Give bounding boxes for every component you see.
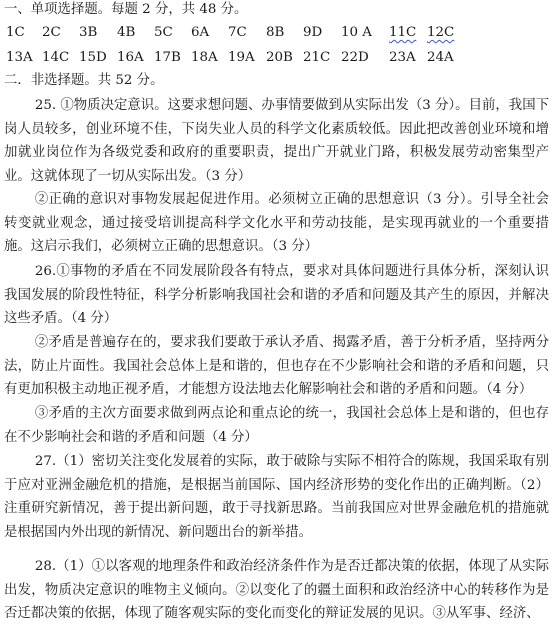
section2-heading: 二．非选择题。共 52 分。 bbox=[4, 73, 164, 88]
answer-17: 17B bbox=[154, 50, 181, 65]
q27-answer: 27.（1）密切关注变化发展着的实际，敢于破除与实际不相符合的陈规，我国采取有别于应对亚洲金融危机的措施，是根据当前国际、国内经济形势的变化作出的正确判断。（2）注重研究新情况，善于提出新问题，敢于寻找新思路。当前我国应对世界金融危机的措施就是根据国内外出现的新情况、新问题出台的新举措。 bbox=[4, 454, 549, 540]
q26-point1: 26.①事物的矛盾在不同发展阶段各有特点，要求对具体问题进行具体分析，深刻认识我国发展的阶段性特征，科学分析影响我国社会和谐的矛盾和问题及其产生的原因，并解决这些矛盾。（4 分） bbox=[4, 264, 549, 327]
answer-13: 13A bbox=[6, 50, 33, 65]
answer-18: 18A bbox=[191, 50, 218, 65]
answer-9: 9D bbox=[303, 25, 323, 40]
answer-10: 10 A bbox=[341, 25, 372, 40]
answer-row-2 bbox=[4, 48, 544, 68]
q26-point3: ③矛盾的主次方面要求做到两点论和重点论的统一，我国社会总体上是和谐的，但也存在不少影响社会和谐的矛盾和问题（4 分） bbox=[4, 406, 549, 445]
q25-point1: 25. ①物质决定意识。这要求想问题、办事情要做到从实际出发（3 分）。目前，我国下岗人员较多，创业环境不佳，下岗失业人员的科学文化素质较低。因此把改善创业环境和增加就业岗位作为各级党委和政府的重要职责，提出广开就业门路，积极发展劳动密集型产业。这就体现了一切从实际出发。（3 分） bbox=[4, 98, 549, 184]
answer-1: 1C bbox=[6, 25, 25, 40]
answer-7: 7C bbox=[228, 25, 247, 40]
answer-4: 4B bbox=[117, 25, 136, 40]
q28-answer: 28.（1）①以客观的地理条件和政治经济条件作为是否迁都决策的依据，体现了从实际出发，物质决定意识的唯物主义倾向。②以变化了的疆土面积和政治经济中心的转移作为是否迁都决策的依据，体现了随客观实际的变化而变化的辩证发展的见识。③从军事、经济、 bbox=[4, 559, 549, 622]
answer-24: 24A bbox=[427, 50, 454, 65]
answer-19: 19A bbox=[228, 50, 255, 65]
answer-23: 23A bbox=[389, 50, 416, 65]
answer-2: 2C bbox=[42, 25, 61, 40]
answer-14: 14C bbox=[42, 50, 70, 65]
q26-point2: ②矛盾是普遍存在的，要求我们要敢于承认矛盾、揭露矛盾，善于分析矛盾，坚持两分法，防止片面性。我国社会总体上是和谐的，但也存在不少影响社会和谐的矛盾和问题，只有更加积极主动地正视矛盾，才能想方设法地去化解影响社会和谐的矛盾和问题。（4 分） bbox=[4, 335, 549, 398]
answer-5: 5C bbox=[154, 25, 173, 40]
answer-11: 11C bbox=[389, 25, 417, 40]
answer-22: 22D bbox=[341, 50, 369, 65]
answer-8: 8B bbox=[266, 25, 285, 40]
answer-12: 12C bbox=[427, 25, 455, 40]
answer-3: 3B bbox=[79, 25, 98, 40]
section1-heading: 一、单项选择题。每题 2 分，共 48 分。 bbox=[4, 2, 248, 17]
answer-21: 21C bbox=[303, 50, 331, 65]
answer-row-1 bbox=[4, 23, 544, 43]
answer-16: 16A bbox=[117, 50, 144, 65]
q25-point2: ②正确的意识对事物发展起促进作用。必须树立正确的思想意识（3 分）。引导全社会转变就业观念，通过接受培训提高科学文化水平和劳动技能，是实现再就业的一个重要措施。这启示我们，必须树立正确的思想意识。（3 分） bbox=[4, 192, 549, 255]
answer-6: 6A bbox=[191, 25, 210, 40]
answer-20: 20B bbox=[266, 50, 293, 65]
answer-15: 15D bbox=[79, 50, 107, 65]
